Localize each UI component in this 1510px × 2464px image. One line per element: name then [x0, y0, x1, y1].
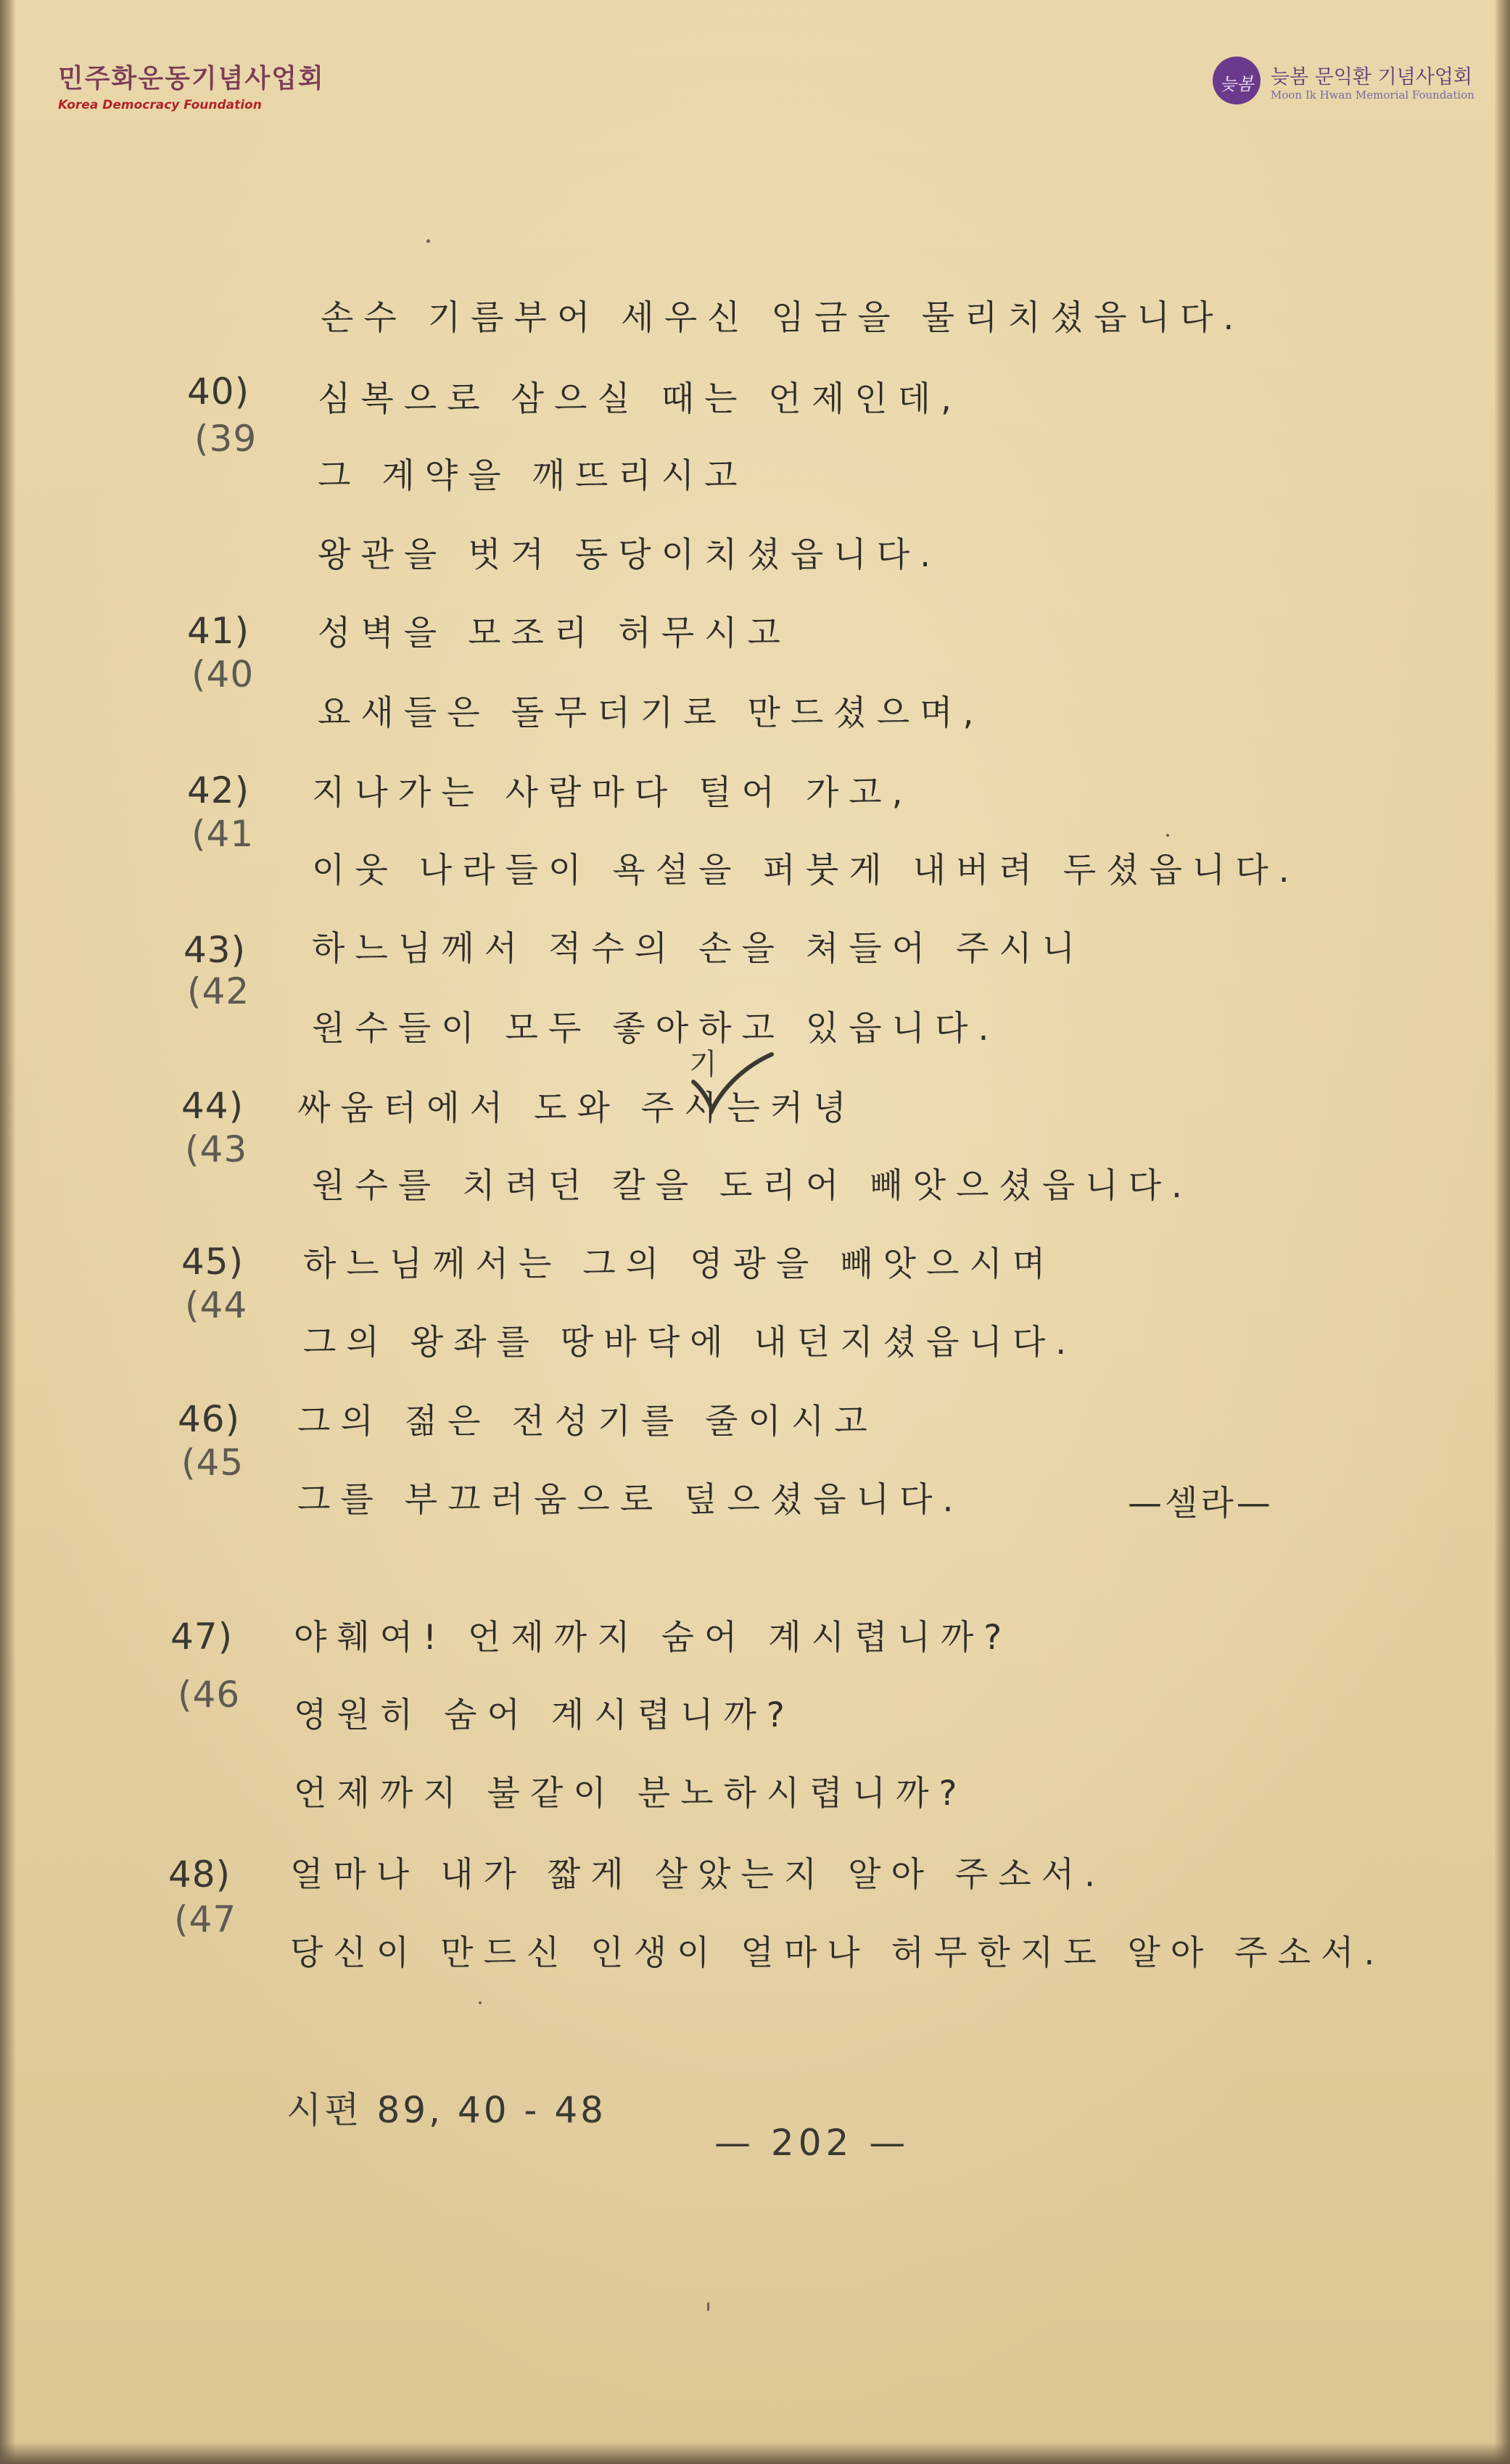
- verse-number: 43): [183, 929, 247, 971]
- old-verse-number: (42: [187, 970, 250, 1012]
- verse-number: 40): [187, 371, 250, 413]
- verse-number: 48): [168, 1853, 231, 1895]
- scan-speck: [707, 2302, 709, 2311]
- moon-ik-hwan-foundation-logo: [1213, 57, 1474, 115]
- scan-edge-right: [1494, 0, 1510, 2464]
- check-mark-icon: [689, 1050, 776, 1123]
- text-line: 당신이 만드신 인생이 얼마나 허무한지도 알아 주소서.: [290, 1933, 1385, 1973]
- text-line: 그를 부끄러움으로 덮으셨읍니다.: [297, 1480, 964, 1520]
- text-line: 싸움터에서 도와 주시는커녕: [297, 1088, 857, 1128]
- old-verse-number: (47: [174, 1898, 237, 1940]
- scan-speck: [426, 239, 430, 243]
- old-verse-number: (46: [178, 1674, 241, 1716]
- logo-right-english: Moon Ik Hwan Memorial Foundation: [1271, 88, 1474, 102]
- old-verse-number: (44: [185, 1284, 248, 1326]
- scan-edge-left: [0, 0, 16, 2464]
- korea-democracy-foundation-logo: [58, 58, 325, 112]
- verse-number: 47): [170, 1616, 234, 1658]
- text-line: 성벽을 모조리 허무시고: [318, 613, 791, 653]
- text-line: 지나가는 사람마다 털어 가고,: [312, 773, 913, 813]
- selah-marker: —셀라—: [1128, 1484, 1274, 1524]
- old-verse-number: (39: [194, 418, 257, 460]
- text-line: 원수를 치려던 칼을 도리어 빼앗으셨읍니다.: [312, 1166, 1192, 1206]
- text-line: 언제까지 불같이 분노하시렵니까?: [294, 1774, 968, 1814]
- verse-number: 44): [181, 1085, 244, 1127]
- scan-speck: [479, 2001, 482, 2004]
- text-line: 이웃 나라들이 욕설을 퍼붓게 내버려 두셨읍니다.: [312, 851, 1300, 890]
- scan-edge-bottom: [0, 2442, 1510, 2464]
- logo-left-korean: 민주화운동기념사업회: [58, 64, 325, 94]
- text-line: 왕관을 벗겨 동당이치셨읍니다.: [318, 535, 941, 575]
- logo-right-korean: 늦봄 문익환 기념사업회: [1271, 66, 1472, 88]
- scan-speck: [1166, 834, 1169, 837]
- text-line: 손수 기름부어 세우신 임금을 물리치셨읍니다.: [321, 298, 1245, 338]
- verse-number: 46): [178, 1398, 241, 1440]
- text-line: 하느님께서는 그의 영광을 빼앗으시며: [303, 1244, 1056, 1284]
- text-line: 영원히 숨어 계시렵니까?: [294, 1695, 795, 1735]
- text-line: 그 계약을 깨뜨리시고: [318, 456, 748, 496]
- text-line: 그의 왕좌를 땅바닥에 내던지셨읍니다.: [303, 1323, 1077, 1363]
- text-line: 야훼여! 언제까지 숨어 계시렵니까?: [294, 1618, 1012, 1658]
- old-verse-number: (40: [191, 653, 255, 695]
- text-line: 심복으로 삼으실 때는 언제인데,: [318, 379, 962, 419]
- text-line: 요새들은 돌무더기로 만드셨으며,: [318, 693, 984, 733]
- logo-left-english: Korea Democracy Foundation: [58, 98, 262, 112]
- text-line: 얼마나 내가 짧게 살았는지 알아 주소서.: [290, 1855, 1106, 1895]
- old-verse-number: (41: [191, 813, 255, 855]
- verse-number: 42): [187, 769, 250, 811]
- text-line: 하느님께서 적수의 손을 쳐들어 주시니: [312, 929, 1086, 969]
- text-line: 그의 젊은 전성기를 줄이시고: [297, 1402, 878, 1442]
- verse-number: 45): [181, 1241, 244, 1283]
- handwritten-correction: 기: [689, 1048, 717, 1081]
- old-verse-number: (45: [181, 1442, 244, 1484]
- scripture-citation: 시편 89, 40 - 48: [286, 2089, 606, 2131]
- old-verse-number: (43: [185, 1128, 248, 1170]
- text-line: 원수들이 모두 좋아하고 있읍니다.: [312, 1009, 999, 1049]
- verse-number: 41): [187, 610, 250, 652]
- page-number: — 202 —: [714, 2122, 910, 2164]
- seal-text: 늦봄: [1219, 74, 1254, 94]
